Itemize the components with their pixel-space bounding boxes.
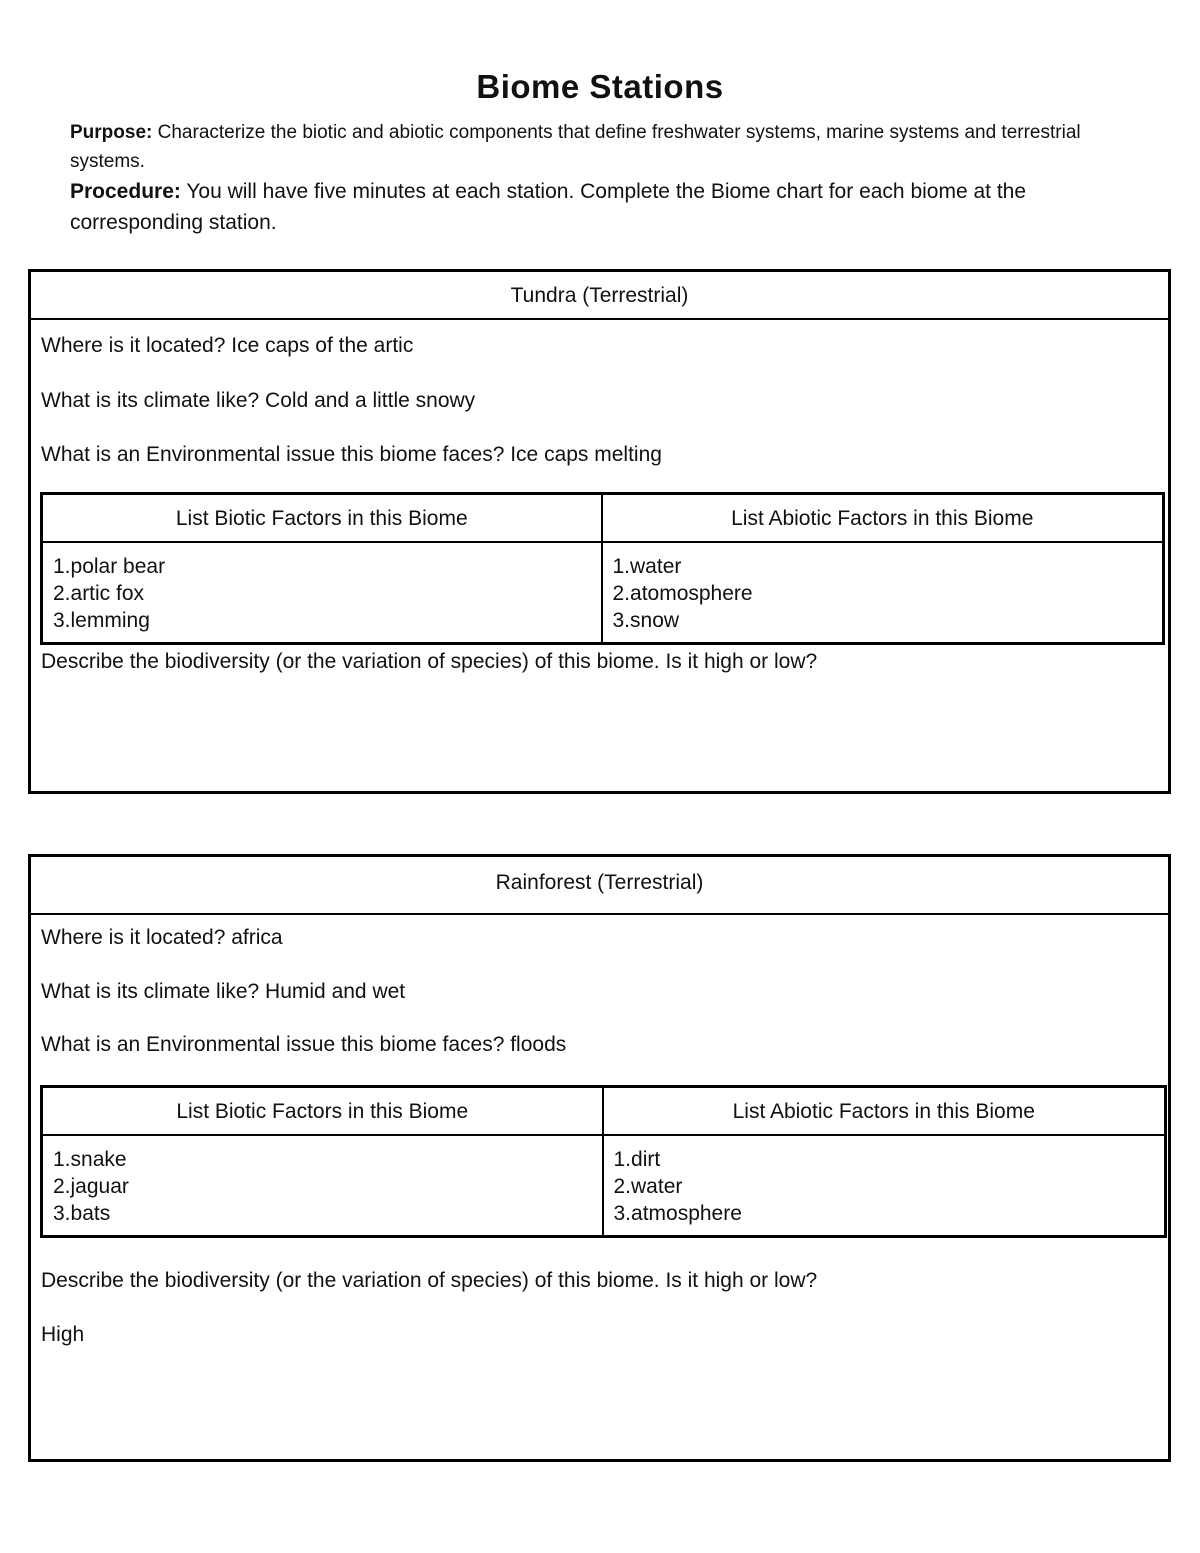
list-item: 3.bats — [53, 1202, 111, 1225]
biotic-list — [43, 1136, 604, 1235]
list-item: 1.water — [612, 555, 682, 578]
location-question: Where is it located? Ice caps of the artic — [41, 334, 414, 357]
list-item: 2.atomosphere — [612, 582, 753, 605]
list-item: 2.jaguar — [53, 1175, 129, 1198]
biotic-list — [43, 543, 603, 642]
issue-question: What is an Environmental issue this biome faces? Ice caps melting — [41, 443, 662, 466]
biodiversity-question: Describe the biodiversity (or the variation of species) of this biome. Is it high or low? — [41, 1269, 818, 1292]
procedure-paragraph — [70, 176, 1130, 238]
list-item: 1.polar bear — [53, 555, 166, 578]
station-title: Rainforest (Terrestrial) — [31, 857, 1168, 915]
biotic-header: List Biotic Factors in this Biome — [43, 495, 603, 543]
factors-table — [40, 1085, 1167, 1238]
abiotic-list — [604, 1136, 1165, 1235]
location-question: Where is it located? africa — [41, 926, 283, 949]
station-rainforest — [28, 854, 1171, 1462]
purpose-text: Characterize the biotic and abiotic components that define freshwater systems, marine systems and terrestrial systems. — [70, 122, 1081, 172]
factors-table — [40, 492, 1165, 645]
list-item: 2.artic fox — [53, 582, 145, 605]
procedure-text: You will have five minutes at each station. Complete the Biome chart for each biome at the corresponding station. — [70, 180, 1027, 234]
station-title: Tundra (Terrestrial) — [31, 272, 1168, 320]
list-item: 2.water — [613, 1175, 683, 1198]
page-title: Biome Stations — [476, 68, 724, 105]
abiotic-header: List Abiotic Factors in this Biome — [604, 1088, 1165, 1136]
purpose-label: Purpose: — [70, 122, 153, 143]
list-item: 1.dirt — [613, 1148, 661, 1171]
biotic-header: List Biotic Factors in this Biome — [43, 1088, 604, 1136]
intro — [70, 118, 1130, 238]
climate-question: What is its climate like? Humid and wet — [41, 980, 406, 1003]
abiotic-header: List Abiotic Factors in this Biome — [603, 495, 1163, 543]
climate-question: What is its climate like? Cold and a little snowy — [41, 389, 476, 412]
list-item: 3.lemming — [53, 609, 150, 632]
list-item: 3.atmosphere — [613, 1202, 742, 1225]
list-item: 1.snake — [53, 1148, 127, 1171]
abiotic-list — [603, 543, 1163, 642]
biodiversity-answer: High — [41, 1323, 85, 1346]
issue-question: What is an Environmental issue this biome faces? floods — [41, 1033, 567, 1056]
biodiversity-question: Describe the biodiversity (or the variation of species) of this biome. Is it high or low? — [41, 650, 818, 673]
list-item: 3.snow — [612, 609, 680, 632]
station-tundra — [28, 269, 1171, 794]
procedure-label: Procedure: — [70, 180, 181, 203]
purpose-paragraph — [70, 118, 1130, 176]
